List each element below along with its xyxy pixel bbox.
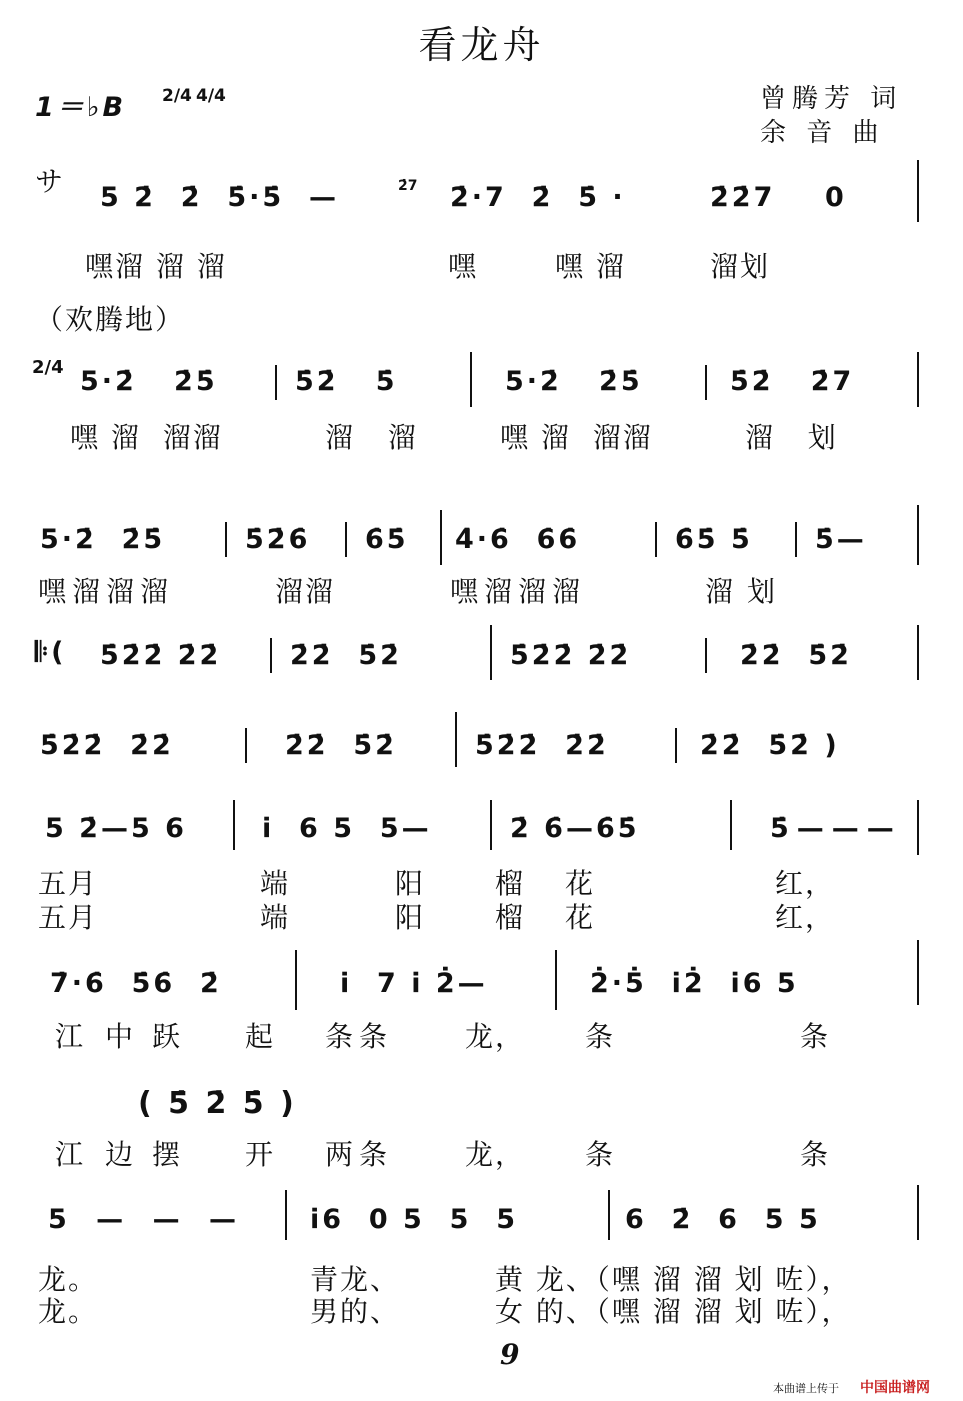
notes: 4̇·6̇ 6̇6̇ [455, 524, 581, 555]
notes: 2̇2̇ 5̇2̇ [290, 640, 402, 671]
notes: 2̇2̇7 0 [710, 182, 847, 213]
lyric: 榴 [495, 867, 526, 900]
notes: 2̇·7 2̇ 5̇ · [450, 182, 626, 213]
notes: 6̇5̇ 5̇ [675, 524, 753, 555]
lyric: 嘿溜溜溜 [38, 575, 175, 608]
notes: 5̇2̇2̇ 2̇2̇ [475, 730, 609, 761]
lyric: 红， [775, 901, 836, 934]
barline [705, 638, 707, 673]
footer-text: 本曲谱上传于 [773, 1382, 839, 1395]
barline [490, 625, 492, 680]
notes: 5̇——— [770, 813, 902, 844]
lyric: 阳 [395, 867, 426, 900]
grace-notes: 2̇7 [398, 178, 418, 194]
lyric: 五月 [38, 867, 99, 900]
lyric: 溜 溜 [325, 421, 418, 454]
barline [470, 352, 472, 407]
notes: 5̇2̇ 2̇7 [730, 366, 855, 397]
lyric: 阳 [395, 901, 426, 934]
lyric: 溜 划 [745, 421, 838, 454]
page-number: 9 [500, 1338, 520, 1371]
lyric: 红， [775, 867, 836, 900]
barline [917, 1185, 919, 1240]
barline [440, 510, 442, 565]
lyric: 龙， [465, 1138, 526, 1171]
lyric: 开 [245, 1138, 276, 1171]
lyric: 嘿溜 溜 溜 [85, 250, 227, 283]
notes: 6 2̇ 6 5 5 [625, 1204, 821, 1235]
lyric: 条 [585, 1020, 616, 1053]
lyric: 条条 [325, 1020, 394, 1053]
barline [655, 522, 657, 557]
notes: 5 — — — [48, 1204, 246, 1235]
barline [245, 728, 247, 763]
notes: i̇ 7 i̇ 2̇— [340, 968, 488, 999]
lyric: 黄 龙、（嘿 溜 溜 划 咗）， [495, 1263, 852, 1296]
lyric: 龙。 [38, 1263, 99, 1296]
lyric: 条 [800, 1020, 831, 1053]
lyric: 端 [260, 901, 291, 934]
time-signature: 2/4 [32, 357, 64, 378]
lyric: 花 [565, 867, 596, 900]
lyric: 两条 [325, 1138, 394, 1171]
notes: 7̇·6̇ 5̇6̇ 2̇ [50, 968, 222, 999]
notes: 5·2̇ 2̇5̇ [80, 366, 218, 397]
notes: 5·2̇ 2̇5̇ [505, 366, 643, 397]
barline [225, 522, 227, 557]
notes: 5 2̇ 2̇ 5̇·5̇ — [100, 182, 339, 213]
barline [917, 352, 919, 407]
lyric: 摆 [152, 1138, 183, 1171]
barline [795, 522, 797, 557]
notes: i̇ 6 5 5— [262, 813, 432, 844]
site-logo: 中国曲谱网 [860, 1380, 930, 1396]
lyric: 端 [260, 867, 291, 900]
lyric: 溜溜 [275, 575, 336, 608]
lyric: 中 [105, 1020, 136, 1053]
song-title: 看龙舟 [418, 23, 545, 67]
barline [705, 365, 707, 400]
notes: 5̇2̇2̇ 2̇2̇ [40, 730, 174, 761]
notes: 2̇·5̇ i̇2̇ i̇6 5 [590, 968, 799, 999]
barline [555, 950, 557, 1010]
barline [917, 505, 919, 565]
lyric: 江 [55, 1138, 86, 1171]
barline [917, 625, 919, 680]
lyric: 五月 [38, 901, 99, 934]
barline [455, 712, 457, 767]
barline [917, 940, 919, 1005]
lyric: 榴 [495, 901, 526, 934]
lyric: 条 [800, 1138, 831, 1171]
lyric: 起 [245, 1020, 276, 1053]
notes: i̇6 0 5 5 5 [310, 1204, 518, 1235]
barline [608, 1190, 610, 1240]
lyricist-credit: 曾腾芳 词 [760, 84, 903, 114]
notes: 5̇2̇6̇ [245, 524, 311, 555]
notes: 5̇2̇2̇ 2̇2̇ [510, 640, 632, 671]
barline [917, 160, 919, 222]
lyric: 龙。 [38, 1295, 99, 1328]
lyric: 嘿 [448, 250, 479, 283]
barline [490, 800, 492, 850]
lyric: 嘿 溜 溜溜 [500, 421, 653, 454]
free-meter-sign: サ [35, 165, 66, 198]
notes: 5̇2̇ 5̇ [295, 366, 398, 397]
notes: 6̇5̇ [365, 524, 409, 555]
barline [917, 800, 919, 855]
lyric: 嘿 溜 溜溜 [70, 421, 223, 454]
notes: 2̇2̇ 5̇2̇ [740, 640, 852, 671]
lyric: 条 [585, 1138, 616, 1171]
lyric: 江 [55, 1020, 86, 1053]
notes: 5·2̇ 2̇5̇ [40, 524, 166, 555]
key-signature: 1＝♭B [35, 92, 127, 123]
lyric: 女 的、（嘿 溜 溜 划 咗）， [495, 1295, 852, 1328]
barline [285, 1190, 287, 1240]
notes: 5̇2̇2̇ 2̇2̇ [100, 640, 222, 671]
composer-credit: 余 音 曲 [760, 118, 885, 148]
notes: 2̇ 6̇—6̇5̇ [510, 813, 640, 844]
barline [675, 728, 677, 763]
lyric: 龙， [465, 1020, 526, 1053]
meter-a: 2/4 [162, 86, 192, 106]
lyric: 边 [105, 1138, 136, 1171]
lyric: 嘿 溜 [555, 250, 626, 283]
barline [233, 800, 235, 850]
barline [275, 365, 277, 400]
lyric: 溜划 [710, 250, 771, 283]
barline [730, 800, 732, 850]
lyric: 溜划 [705, 575, 790, 608]
barline [345, 522, 347, 557]
barline [270, 638, 272, 673]
notes: 2̇2̇ 5̇2̇ ) [700, 730, 840, 761]
notes: 2̇2̇ 5̇2̇ [285, 730, 397, 761]
lyric: 男的、 [310, 1295, 401, 1328]
lyric: 嘿溜溜溜 [450, 575, 587, 608]
lyric: 跃 [152, 1020, 183, 1053]
interlude-notes: ( 5̇ 2̇ 5̇ ) [138, 1086, 297, 1121]
meter-b: 4/4 [196, 86, 226, 106]
lyric: 花 [565, 901, 596, 934]
notes: 5 2̇—5 6 [45, 813, 187, 844]
barline [295, 950, 297, 1010]
tempo-mark: （欢腾地） [35, 303, 186, 336]
repeat-start-sign: 𝄆( [35, 637, 67, 668]
lyric: 青龙、 [310, 1263, 401, 1296]
notes: 5̇— [815, 524, 867, 555]
